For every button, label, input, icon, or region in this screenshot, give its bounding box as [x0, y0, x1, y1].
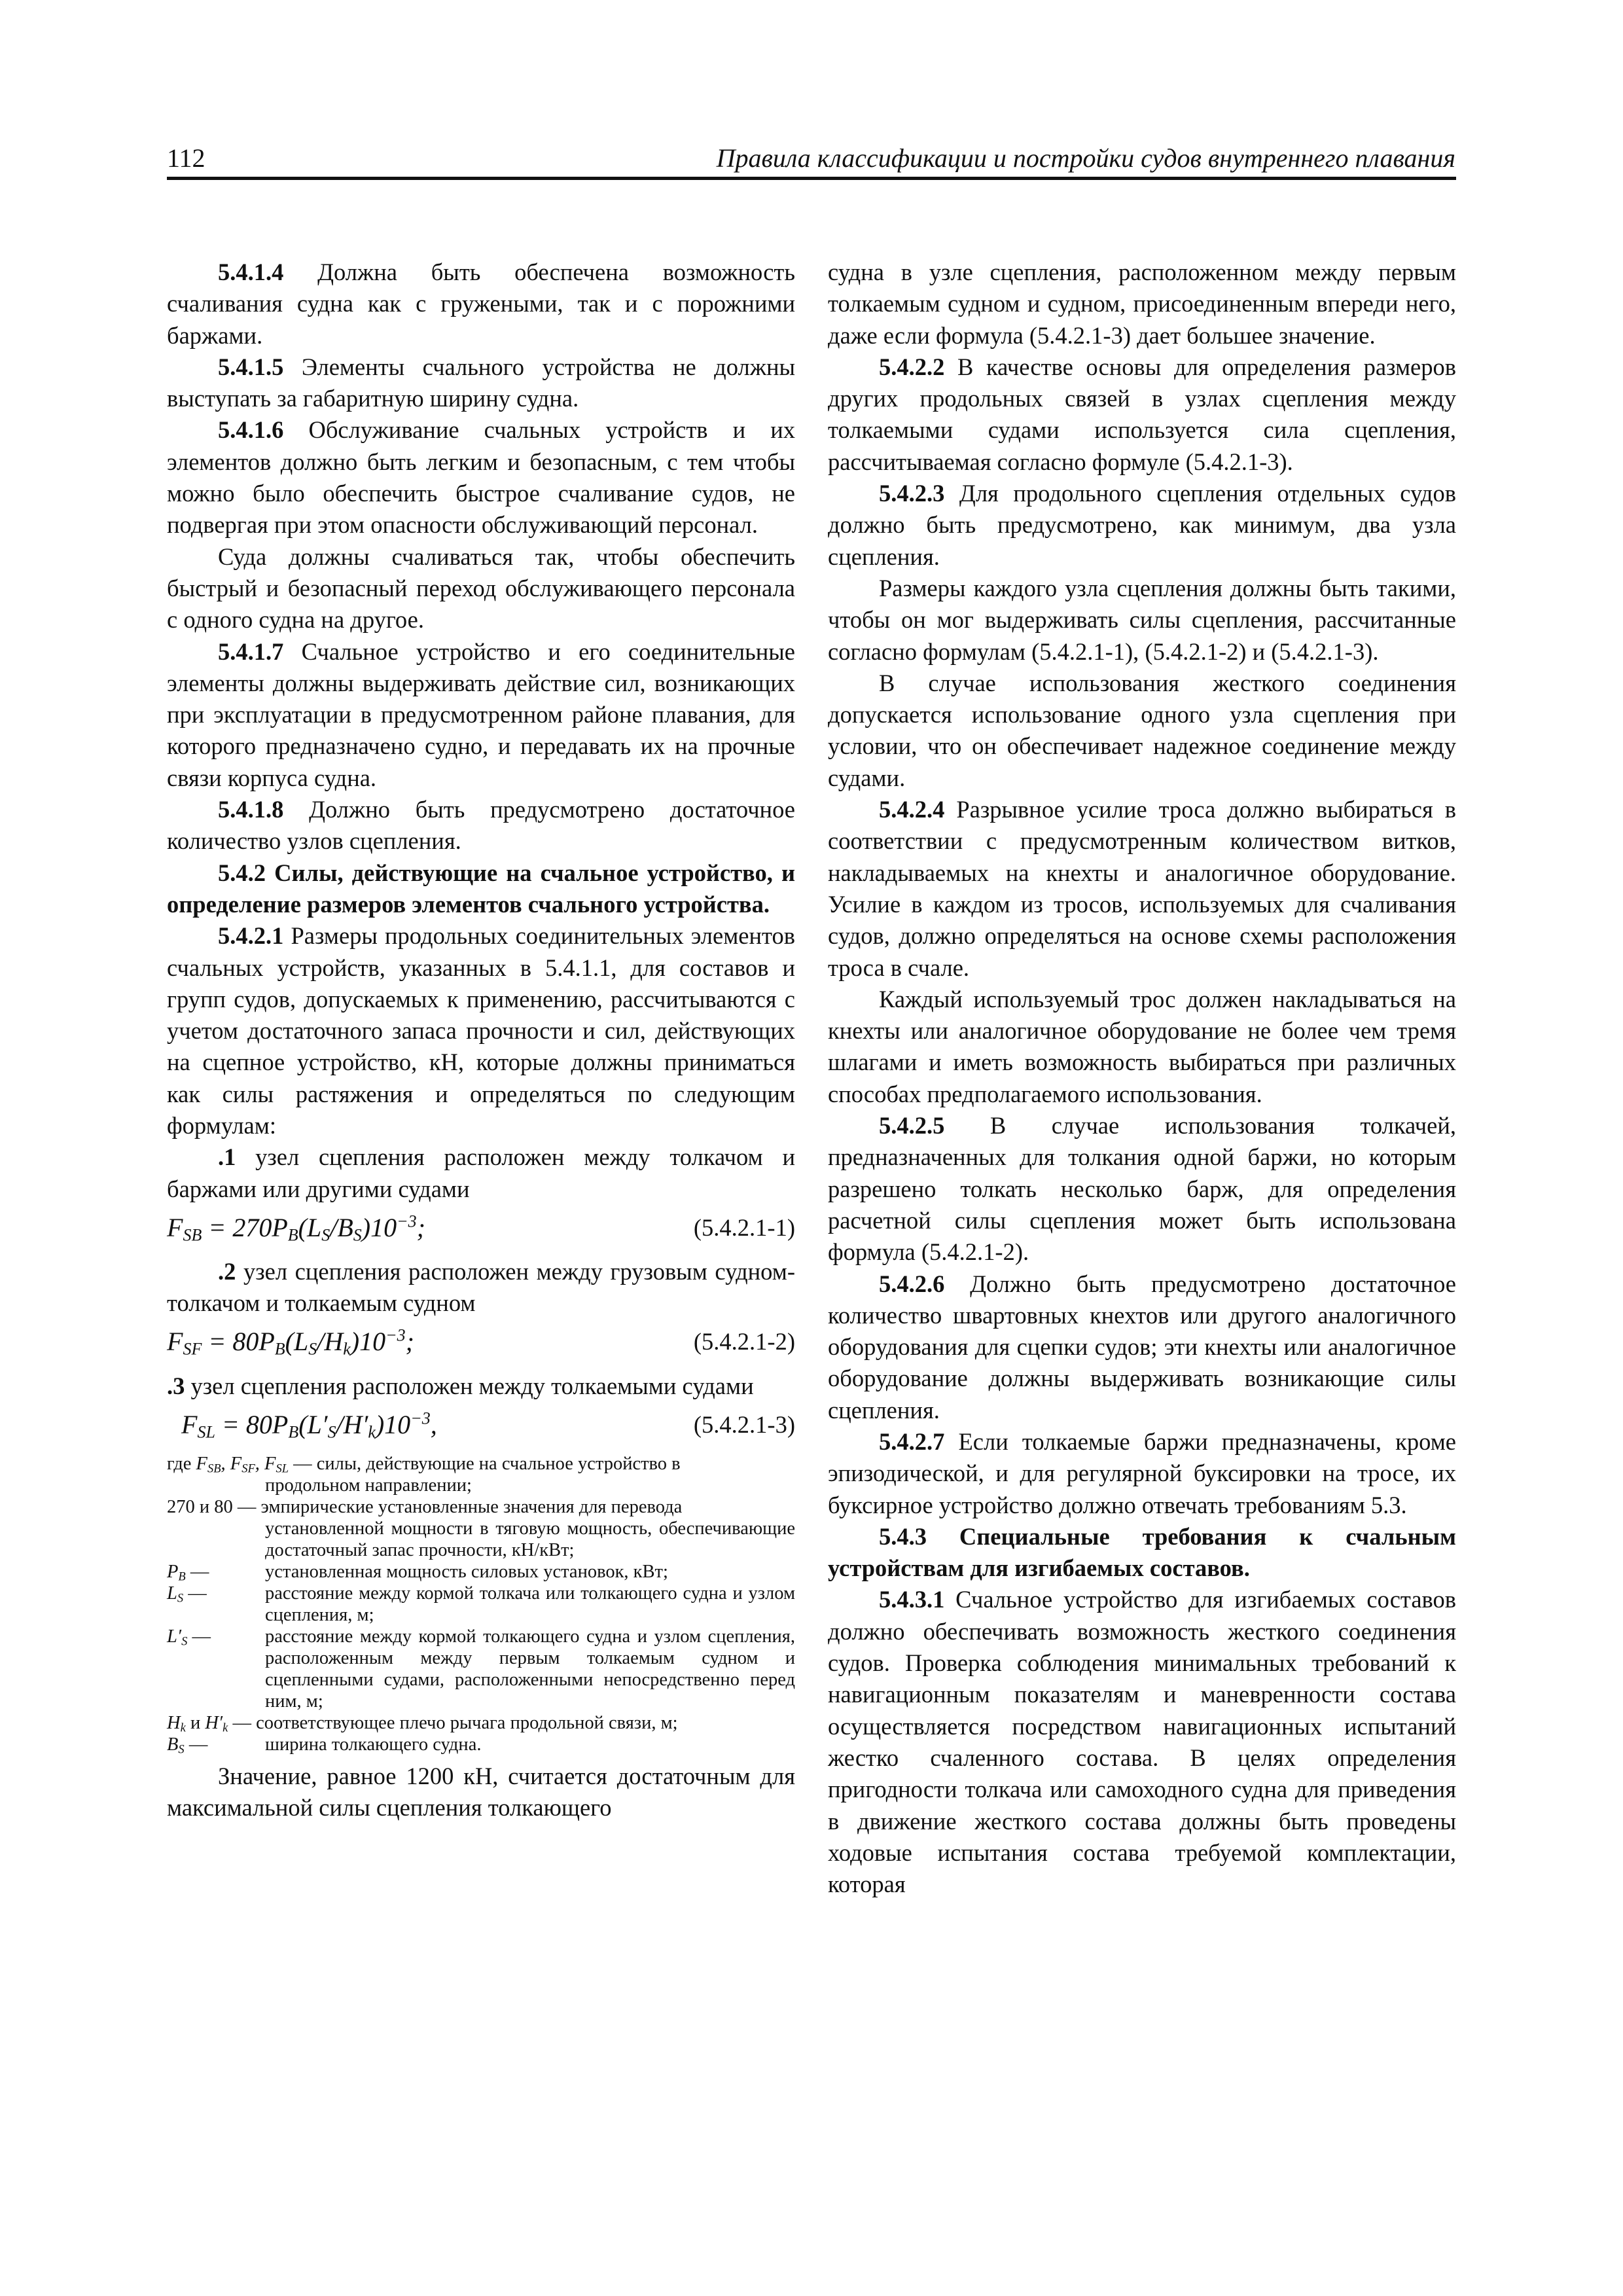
item-text: узел сцепления расположен между толкачом и баржами или другими судами	[167, 1143, 795, 1202]
clause-number: 5.4.2.7	[879, 1427, 945, 1455]
item-text: узел сцепления расположен между грузовым судном-толкачом и толкаемым судном	[167, 1257, 795, 1317]
formula-legend	[167, 1453, 795, 1755]
clause-number: 5.4.1.6	[218, 416, 284, 444]
clause-number: 5.4.3.1	[879, 1586, 945, 1613]
paragraph-text: В случае использования толкачей, предназначенных для толкания одной баржи, но которым разрешено толкать несколько барж, для определения расчетной силы сцепления может быть использована формула (5.4.2.1-2).	[828, 1112, 1456, 1266]
formula-number: (5.4.2.1-2)	[693, 1328, 795, 1355]
paragraph-5-4-1-4	[167, 257, 795, 351]
legend-and: и	[190, 1712, 201, 1733]
legend-where: где	[167, 1453, 192, 1474]
paragraph-5-4-3-1	[828, 1584, 1456, 1900]
item-number: .1	[218, 1143, 236, 1171]
clause-number: 5.4.2.6	[879, 1270, 945, 1297]
list-item-3	[167, 1371, 795, 1402]
paragraph-text: Обслуживание счальных устройств и их элементов должно быть легким и безопасным, с тем чтобы можно было обеспечить быстрое счаливание судов, не подвергая при этом опасности обслуживающий персонал.	[167, 416, 795, 539]
paragraph-text: Счальное устройство для изгибаемых составов должно обеспечивать возможность жесткого соединения судов. Проверка соблюдения минимальных требований к навигационным показателям и маневренности состава осуществляется посредством навигационных испытаний жестко счаленного состава. В целях определения пригодности толкача или самоходного судна для приведения в движение жесткого состава должны быть проведены ходовые испытания состава требуемой комплектации, которая	[828, 1586, 1456, 1898]
legend-ls-prime	[167, 1626, 795, 1712]
paragraph-5-4-1-7	[167, 636, 795, 794]
page-number: 112	[167, 143, 205, 173]
legend-desc: расстояние между кормой толкача или толкающего судна и узлом сцепления, м;	[265, 1583, 795, 1625]
clause-number: 5.4.1.4	[218, 259, 284, 285]
paragraph-5-4-1-5	[167, 351, 795, 415]
paragraph-5-4-2-3	[828, 478, 1456, 573]
paragraph-text: Счальное устройство и его соединительные элементы должны выдерживать действие сил, возникающих при эксплуатации в предусмотренном районе плавания, для которого предназначено судно, и передавать их на прочные связи корпуса судна.	[167, 637, 795, 791]
legend-symbol: $B_S$ —	[167, 1734, 208, 1757]
paragraph-text: В качестве основы для определения размеров других продольных связей в узлах сцепления между толкаемыми судами используется сила сцепления, рассчитываемая согласно формуле (5.4.2.1-3).	[828, 353, 1456, 475]
item-number: .3	[167, 1372, 185, 1399]
legend-270-80: 270 и 80 — эмпирические установленные значения для перевода	[167, 1496, 683, 1517]
legend-pb	[167, 1561, 795, 1583]
formula-5-4-2-1-3	[167, 1406, 795, 1444]
list-item-1	[167, 1141, 795, 1205]
item-text: узел сцепления расположен между толкаемыми судами	[185, 1372, 754, 1399]
clause-number: 5.4.2.2	[879, 353, 945, 380]
section-heading-5-4-2: 5.4.2 Силы, действующие на счальное устройство, и определение размеров элементов счального устройства.	[167, 859, 795, 918]
paragraph-5-4-2-2	[828, 351, 1456, 478]
legend-desc: расстояние между кормой толкающего судна и узлом сцепления, расположенным между первым толкаемым судном и сцепленными судами, расположенными непосредственно перед ним, м;	[265, 1626, 795, 1712]
paragraph-5-4-2-5	[828, 1110, 1456, 1268]
paragraph-text: Должна быть обеспечена возможность счаливания судна как с гружеными, так и с порожними баржами.	[167, 259, 795, 349]
paragraph-text: Элементы счального устройства не должны выступать за габаритную ширину судна.	[167, 353, 795, 412]
paragraph-text: Размеры продольных соединительных элементов счальных устройств, указанных в 5.4.1.1, для составов и групп судов, допускаемых к применению, рассчитываются с учетом достаточного запаса прочности и сил, действующих на сцепное устройство, кН, которые должны приниматься как силы растяжения и определяться по следующим формулам:	[167, 922, 795, 1139]
paragraph-5-4-2-1	[167, 920, 795, 1141]
paragraph-5-4-2-7	[828, 1426, 1456, 1521]
paragraph-text: Разрывное усилие троса должно выбираться в соответствии с предусмотренным количеством витков, накладываемых на кнехты и аналогичное оборудование. Усилие в каждом из тросов, используемых для счаливания судов, должно определяться на основе схемы расположения троса в счале.	[828, 796, 1456, 981]
legend-bs	[167, 1734, 795, 1755]
paragraph-rigid-connection: В случае использования жесткого соединения допускается использование одного узла сцепления при условии, что он обеспечивает надежное соединение между судами.	[828, 669, 1456, 791]
paragraph-5-4-1-8	[167, 794, 795, 857]
legend-forces-cont: продольном направлении;	[265, 1475, 472, 1496]
formula-5-4-2-1-2	[167, 1323, 795, 1361]
legend-symbol: $P_B$ —	[167, 1561, 209, 1584]
formula-expression: $F_{SF} = 80P_B(L_S/H_k)10^{-3}$;	[167, 1326, 414, 1359]
clause-number: 5.4.2.4	[879, 796, 945, 823]
paragraph-node-sizes: Размеры каждого узла сцепления должны быть такими, чтобы он мог выдерживать силы сцепления, рассчитанные согласно формулам (5.4.2.1-1), (5.4.2.1-2) и (5.4.2.1-3).	[828, 574, 1456, 665]
running-title: Правила классификации и постройки судов внутреннего плавания	[716, 143, 1455, 173]
formula-expression: $F_{SL} = 80P_B(L'_S/H'_k)10^{-3}$,	[181, 1408, 437, 1442]
legend-desc: ширина толкающего судна.	[265, 1734, 482, 1755]
paragraph-5-4-2-4	[828, 794, 1456, 984]
legend-desc: установленная мощность силовых установок, кВт;	[265, 1561, 668, 1582]
formula-5-4-2-1-1	[167, 1209, 795, 1247]
clause-number: 5.4.2.3	[879, 480, 945, 507]
paragraph-text: Для продольного сцепления отдельных судов должно быть предусмотрено, как минимум, два узла сцепления.	[828, 480, 1456, 570]
item-number: .2	[218, 1257, 236, 1285]
paragraph-crew-transfer: Суда должны счаливаться так, чтобы обеспечить быстрый и безопасный переход обслуживающего персонала с одного судна на другое.	[167, 543, 795, 634]
clause-number: 5.4.1.7	[218, 637, 284, 665]
clause-number: 5.4.1.5	[218, 353, 284, 380]
header-rule	[167, 177, 1456, 180]
clause-number: 5.4.2.5	[879, 1112, 945, 1139]
legend-270-80-cont: установленной мощности в тяговую мощность, обеспечивающие достаточный запас прочности, кН/кВт;	[265, 1518, 795, 1560]
paragraph-1200kn: Значение, равное 1200 кН, считается достаточным для максимальной силы сцепления толкающего	[167, 1762, 795, 1821]
legend-forces-text: — силы, действующие на счальное устройство в	[289, 1453, 681, 1474]
legend-hk: $H_k$ и $H'_k$ — соответствующее плечо рычага продольной связи, м;	[167, 1712, 678, 1735]
legend-symbol: $L_S$ —	[167, 1583, 207, 1605]
legend-forces: где $F_{SB}$, $F_{SF}$, $F_{SL}$ — силы, действующие на счальное устройство в	[167, 1453, 681, 1476]
paragraph-text: Если толкаемые баржи предназначены, кроме эпизодической, и для регулярной буксировки на тросе, их буксирное устройство должно отвечать требованиям 5.3.	[828, 1427, 1456, 1518]
legend-symbol: $L'_S$ —	[167, 1626, 211, 1649]
right-column	[828, 257, 1456, 1900]
clause-number: 5.4.1.8	[218, 796, 284, 823]
formula-number: (5.4.2.1-3)	[693, 1410, 795, 1438]
formula-number: (5.4.2.1-1)	[693, 1213, 795, 1241]
paragraph-5-4-1-6	[167, 414, 795, 541]
paragraph-text: Должно быть предусмотрено достаточное количество швартовных кнехтов или другого аналогичного оборудования для сцепки судов; эти кнехты или аналогичное оборудование должны выдерживать возникающие силы сцепления.	[828, 1270, 1456, 1424]
left-column	[167, 257, 795, 1823]
section-heading-5-4-3: 5.4.3 Специальные требования к счальным устройствам для изгибаемых составов.	[828, 1522, 1456, 1582]
paragraph-text: Должно быть предусмотрено достаточное количество узлов сцепления.	[167, 796, 795, 855]
formula-expression: $F_{SB} = 270P_B(L_S/B_S)10^{-3}$;	[167, 1211, 425, 1245]
paragraph-rope-usage: Каждый используемый трос должен накладываться на кнехты или аналогичное оборудование не более чем тремя шлагами и иметь возможность выбираться при различных способах предполагаемого использования.	[828, 985, 1456, 1107]
paragraph-continuation: судна в узле сцепления, расположенном между первым толкаемым судном и судном, присоединенным впереди него, даже если формула (5.4.2.1-3) дает большее значение.	[828, 259, 1456, 349]
list-item-2	[167, 1256, 795, 1319]
legend-ls	[167, 1583, 795, 1626]
clause-number: 5.4.2.1	[218, 922, 284, 950]
paragraph-5-4-2-6	[828, 1268, 1456, 1426]
legend-desc: — соответствующее плечо рычага продольной связи, м;	[228, 1712, 678, 1733]
